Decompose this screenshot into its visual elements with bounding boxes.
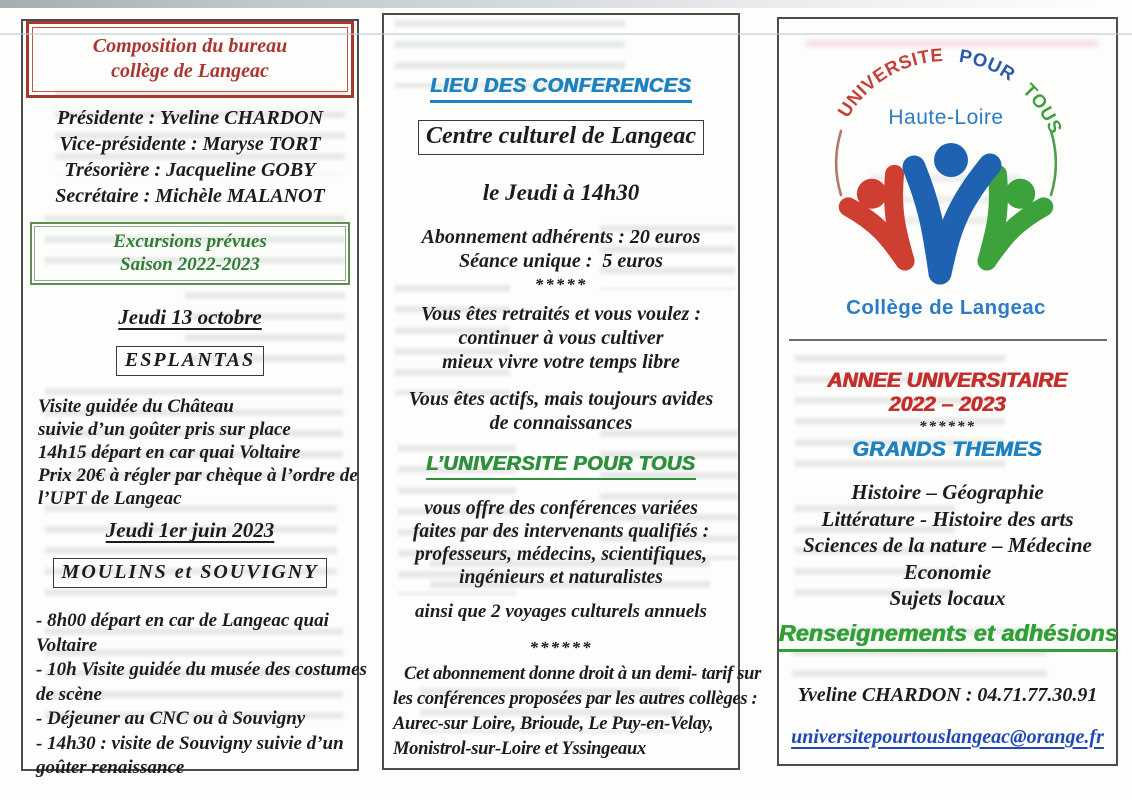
trip2-title: MOULINS et SOUVIGNY	[53, 558, 328, 588]
price-line: Séance unique : 5 euros	[459, 250, 663, 272]
excursions-title-line2: Saison 2022-2023	[120, 254, 260, 275]
stars-divider: ******	[529, 638, 593, 657]
scan-smear-top	[0, 0, 1132, 8]
trip2-detail-line: - 8h00 départ en car de Langeac quai	[36, 610, 329, 631]
logo-caption: Collège de Langeac	[845, 296, 1046, 319]
trip2-date: Jeudi 1er juin 2023	[105, 518, 275, 542]
logo-right-arc	[1051, 131, 1056, 195]
trip2-detail-line: - 10h Visite guidée du musée des costumes	[36, 659, 367, 680]
retired-line: continuer à vous cultiver	[458, 327, 664, 349]
venue-name: Centre culturel de Langeac	[426, 123, 696, 149]
contact-heading: Renseignements et adhésions	[779, 620, 1116, 652]
officer-line: Secrétaire : Michèle MALANOT	[55, 185, 325, 207]
panel-conferences	[382, 13, 761, 770]
offer-line: vous offre des conférences variées	[424, 498, 698, 519]
trip2-detail-line: goûter renaissance	[36, 757, 185, 778]
stars-divider: ******	[919, 419, 976, 435]
officer-line: Trésorière : Jacqueline GOBY	[64, 159, 316, 181]
stars-divider: *****	[534, 275, 588, 294]
trip2-detail-line: - 14h30 : visite de Souvigny suivie d’un	[36, 732, 344, 754]
logo-subtitle: Haute-Loire	[887, 106, 1004, 129]
schedule-line: le Jeudi à 14h30	[482, 180, 640, 205]
themes-list	[779, 479, 1116, 612]
bureau-title-line2: collège de Langeac	[111, 60, 269, 82]
discount-line: les conférences proposées par les autres collèges :	[393, 689, 758, 709]
theme-item: Sujets locaux	[889, 586, 1006, 610]
trip2-title-wrap	[23, 558, 357, 588]
active-line: Vous êtes actifs, mais toujours avides	[408, 388, 714, 410]
retired-block	[384, 302, 738, 374]
retired-line: mieux vivre votre temps libre	[442, 351, 680, 373]
price-line: Abonnement adhérents : 20 euros	[421, 226, 701, 248]
theme-item: Sciences de la nature – Médecine	[803, 533, 1092, 557]
trip1-detail-line: l’UPT de Langeac	[38, 488, 182, 509]
trip2-detail-line: Voltaire	[36, 634, 98, 656]
panel-bureau-excursions	[21, 19, 367, 778]
venue-box	[418, 120, 704, 155]
offer-line: faites par des intervenants qualifiés :	[412, 521, 710, 542]
bureau-title-line1: Composition du bureau	[92, 35, 288, 57]
year-line: 2022 – 2023	[889, 393, 1006, 416]
upt-logo	[793, 27, 1103, 327]
trip1-detail-line: 14h15 départ en car quai Voltaire	[38, 442, 301, 463]
retired-line: Vous êtes retraités et vous voulez :	[421, 303, 701, 325]
trip2-details	[23, 609, 367, 781]
officers-list	[23, 105, 357, 209]
logo-arc-pour: POUR	[957, 44, 1019, 85]
voyages-line: ainsi que 2 voyages culturels annuels	[415, 601, 707, 622]
bureau-title-box	[32, 27, 348, 92]
panel-upt-info	[777, 17, 1118, 766]
trip1-detail-line: suivie d’un goûter pris sur place	[38, 419, 291, 440]
active-line: de connaissances	[489, 412, 633, 434]
scan-line-artifact	[0, 33, 1132, 35]
prices-block	[384, 225, 738, 297]
themes-heading: GRANDS THEMES	[852, 438, 1043, 461]
logo-arc-universite: UNIVERSITE	[832, 44, 944, 121]
year-line: ANNEE UNIVERSITAIRE	[827, 369, 1068, 392]
contact-email: universitepourtouslangeac@orange.fr	[791, 725, 1104, 748]
offer-line: ingénieurs et naturalistes	[459, 567, 663, 588]
excursions-title-line1: Excursions prévues	[113, 231, 267, 252]
discount-line: Cet abonnement donne droit à un demi- tarif sur	[404, 664, 761, 684]
offer-block	[384, 497, 738, 589]
theme-item: Littérature - Histoire des arts	[821, 506, 1074, 531]
discount-block	[384, 662, 761, 762]
discount-line: Aurec-sur Loire, Brioude, Le Puy-en-Velay,	[393, 714, 714, 734]
conferences-heading: LIEU DES CONFERENCES	[384, 75, 738, 103]
logo-arc-tous: TOUS	[1018, 78, 1067, 137]
officer-line: Vice-présidente : Maryse TORT	[59, 133, 321, 155]
horizontal-divider	[789, 339, 1107, 341]
offer-line: professeurs, médecins, scientifiques,	[415, 544, 707, 565]
active-block	[384, 387, 738, 435]
year-heading	[779, 369, 1116, 417]
trip1-detail-line: Prix 20€ à régler par chèque à l’ordre de	[38, 465, 358, 486]
theme-item: Economie	[903, 559, 992, 584]
logo-left-arc	[836, 131, 841, 195]
trip1-date: Jeudi 13 octobre	[118, 305, 262, 329]
contact-phone-line: Yveline CHARDON : 04.71.77.30.91	[797, 683, 1098, 706]
trip1-title-wrap	[23, 346, 357, 376]
discount-line: Monistrol-sur-Loire et Yssingeaux	[393, 739, 646, 759]
officer-line: Présidente : Yveline CHARDON	[56, 107, 324, 129]
trip1-details	[23, 395, 357, 510]
excursions-title-box	[34, 226, 346, 281]
trip2-detail-line: - Déjeuner au CNC ou à Souvigny	[36, 708, 306, 729]
theme-item: Histoire – Géographie	[851, 480, 1044, 504]
trip1-detail-line: Visite guidée du Château	[38, 396, 234, 417]
upt-heading: L’UNIVERSITE POUR TOUS	[384, 453, 738, 480]
trip2-detail-line: de scène	[36, 683, 102, 705]
trip1-title: ESPLANTAS	[116, 346, 264, 376]
